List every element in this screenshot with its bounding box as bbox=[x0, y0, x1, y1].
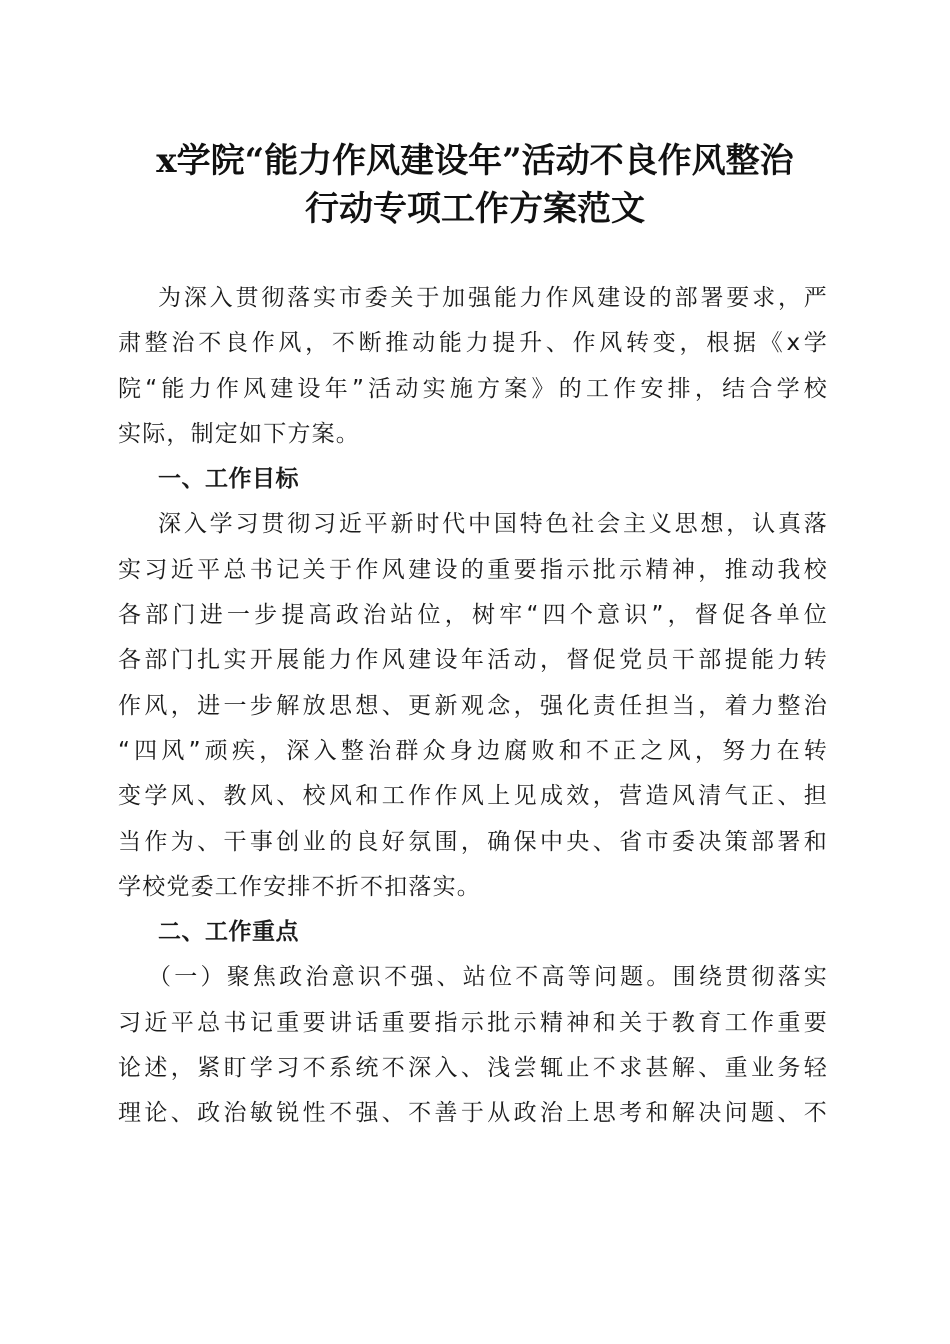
paragraph-line: 深入学习贯彻习近平新时代中国特色社会主义思想，认真落 bbox=[158, 511, 828, 538]
paragraph-line: 作风，进一步解放思想、更新观念，强化责任担当，着力整治 bbox=[118, 692, 828, 719]
paragraph-line: 各部门扎实开展能力作风建设年活动，督促党员干部提能力转 bbox=[118, 647, 828, 674]
paragraph-line: 院“能力作风建设年”活动实施方案》的工作安排，结合学校 bbox=[118, 375, 828, 402]
paragraph-line: 当作为、干事创业的良好氛围，确保中央、省市委决策部署和 bbox=[118, 828, 828, 855]
paragraph-line: 学校党委工作安排不折不扣落实。 bbox=[118, 873, 481, 900]
paragraph-line: 实习近平总书记关于作风建设的重要指示批示精神，推动我校 bbox=[118, 556, 828, 583]
paragraph-line: 各部门进一步提高政治站位，树牢“四个意识”，督促各单位 bbox=[118, 602, 828, 629]
paragraph-line: （一）聚焦政治意识不强、站位不高等问题。围绕贯彻落实 bbox=[148, 964, 828, 991]
paragraph-line: 理论、政治敏锐性不强、不善于从政治上思考和解决问题、不 bbox=[118, 1100, 828, 1127]
document-title-line-1: x学院“能力作风建设年”活动不良作风整治 bbox=[156, 141, 794, 181]
paragraph-line: 习近平总书记重要讲话重要指示批示精神和关于教育工作重要 bbox=[118, 1009, 828, 1036]
paragraph-line: 为深入贯彻落实市委关于加强能力作风建设的部署要求，严 bbox=[158, 285, 828, 311]
paragraph-line: 实际，制定如下方案。 bbox=[118, 420, 360, 447]
paragraph-line: 变学风、教风、校风和工作作风上见成效，营造风清气正、担 bbox=[118, 783, 828, 810]
document-body bbox=[118, 276, 828, 1137]
section-heading-focus: 二、工作重点 bbox=[158, 919, 299, 946]
paragraph-line: 论述，紧盯学习不系统不深入、浅尝辄止不求甚解、重业务轻 bbox=[118, 1055, 828, 1082]
section-heading-goals: 一、工作目标 bbox=[158, 466, 299, 493]
paragraph-line: “四风”顽疾，深入整治群众身边腐败和不正之风，努力在转 bbox=[118, 737, 828, 764]
paragraph-line: 肃整治不良作风，不断推动能力提升、作风转变，根据《x学 bbox=[118, 330, 828, 357]
document-title-line-2: 行动专项工作方案范文 bbox=[305, 189, 645, 229]
